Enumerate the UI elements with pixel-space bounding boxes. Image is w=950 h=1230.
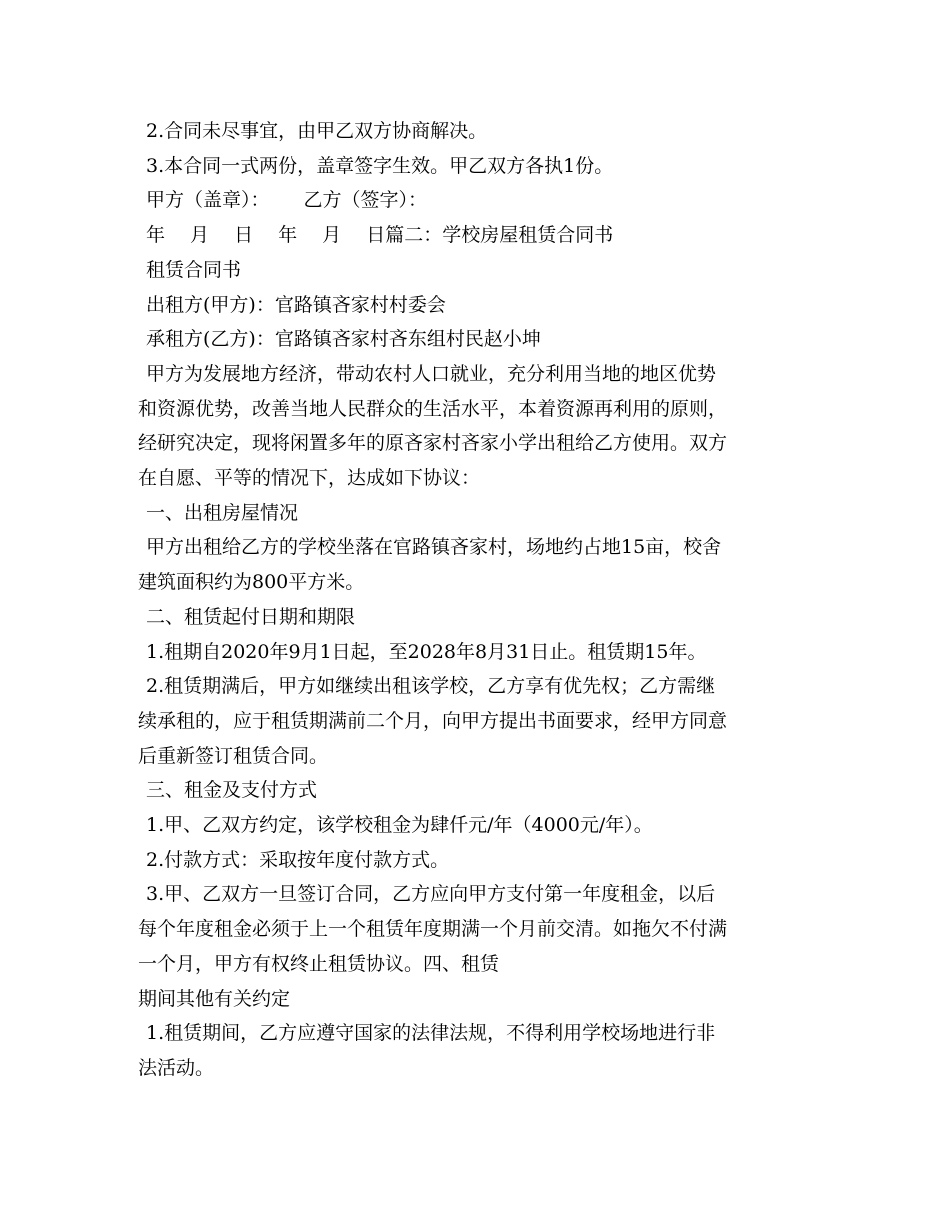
clause-2-text: 2.合同未尽事宜，由甲乙双方协商解决。 — [146, 120, 488, 142]
section-3-item-3-line-1: 3.甲、乙双方一旦签订合同，乙方应向甲方支付第一年度租金，以后 — [146, 883, 716, 906]
date-line-and-section-title: 年 月 日 年 月 日篇二：学校房屋租赁合同书 — [146, 224, 614, 247]
section-2-item-2-line-2: 续承租的，应于租赁期满前二个月，向甲方提出书面要求，经甲方同意 — [138, 709, 728, 732]
preamble-line-4: 在自愿、平等的情况下，达成如下协议： — [138, 467, 481, 490]
section-2-item-1: 1.租期自2020年9月1日起，至2028年8月31日止。租赁期15年。 — [146, 640, 707, 663]
section-1-heading: 一、出租房屋情况 — [146, 501, 299, 524]
clause-3-text: 3.本合同一式两份，盖章签字生效。甲乙双方各执1份。 — [146, 154, 614, 177]
section-3-item-2: 2.付款方式：采取按年度付款方式。 — [146, 848, 450, 871]
preamble-line-1: 甲方为发展地方经济，带动农村人口就业，充分利用当地的地区优势 — [146, 362, 717, 385]
section-3-heading: 三、租金及支付方式 — [146, 779, 318, 802]
party-b-signature-label: 乙方（签字）： — [303, 189, 428, 212]
section-2-heading: 二、租赁起付日期和期限 — [146, 605, 356, 628]
signature-line — [138, 183, 814, 218]
preamble-line-3: 经研究决定，现将闲置多年的原吝家村吝家小学出租给乙方使用。双方 — [138, 432, 728, 455]
section-1-text-line-2: 建筑面积约为800平方米。 — [138, 571, 365, 594]
section-4-heading-continued: 期间其他有关约定 — [138, 987, 291, 1010]
contract-heading: 租赁合同书 — [146, 258, 242, 281]
lessor-line: 出租方(甲方)：官路镇吝家村村委会 — [146, 293, 446, 316]
document-body — [138, 114, 814, 1086]
preamble-line-2: 和资源优势，改善当地人民群众的生活水平，本着资源再利用的原则， — [138, 397, 728, 420]
section-3-item-3-line-2: 每个年度租金必须于上一个租赁年度期满一个月前交清。如拖欠不付满 — [138, 918, 728, 941]
section-2-item-2-line-1: 2.租赁期满后，甲方如继续出租该学校，乙方享有优先权；乙方需继 — [146, 675, 716, 698]
section-4-item-1-line-1: 1.租赁期间，乙方应遵守国家的法律法规，不得利用学校场地进行非 — [146, 1022, 716, 1045]
section-2-item-2-line-3: 后重新签订租赁合同。 — [138, 744, 329, 767]
section-3-item-3-line-3: 一个月，甲方有权终止租赁协议。四、租赁 — [138, 952, 500, 975]
section-1-text-line-1: 甲方出租给乙方的学校坐落在官路镇吝家村，场地约占地15亩，校舍 — [146, 536, 722, 559]
section-4-item-1-line-2: 法活动。 — [138, 1056, 215, 1079]
party-a-seal-label: 甲方（盖章）： — [146, 189, 270, 212]
section-3-item-1: 1.甲、乙双方约定，该学校租金为肆仟元/年（4000元/年）。 — [146, 814, 653, 837]
lessee-line: 承租方(乙方)：官路镇吝家村吝东组村民赵小坤 — [146, 328, 541, 351]
